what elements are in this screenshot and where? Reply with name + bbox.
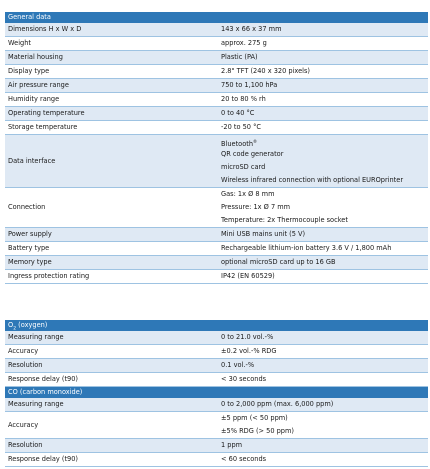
row-label-text: Measuring range [8, 333, 64, 341]
table-row [5, 242, 428, 256]
table-row [5, 256, 428, 270]
table-row [5, 412, 428, 439]
row-value-line: IP42 (EN 60529) [221, 272, 275, 280]
row-value [219, 242, 428, 255]
row-label-text: Memory type [8, 258, 52, 266]
section-header-co: CO (carbon monoxide) [5, 387, 428, 398]
row-value [219, 270, 428, 283]
row-value [219, 121, 428, 134]
row-value-line: Temperature: 2x Thermocouple socket [221, 216, 348, 224]
row-value [219, 412, 428, 438]
row-label [5, 412, 219, 438]
row-value-line: ±0.2 vol.-% RDG [221, 347, 277, 355]
row-label-text: Response delay (t90) [8, 375, 78, 383]
row-value-line: 0 to 40 °C [221, 109, 255, 117]
row-label [5, 373, 219, 386]
row-label-text: Dimensions H x W x D [8, 25, 82, 33]
table-row [5, 331, 428, 345]
row-value-line: Bluetooth® [221, 139, 258, 149]
row-label-text: Data interface [8, 156, 56, 165]
table-row [5, 79, 428, 93]
row-label [5, 256, 219, 269]
table-row [5, 23, 428, 37]
row-value [219, 51, 428, 64]
row-value-line: 20 to 80 % rh [221, 95, 266, 103]
general-rows [5, 23, 428, 284]
table-row [5, 135, 428, 188]
co-rows [5, 398, 428, 467]
row-label-text: Air pressure range [8, 81, 69, 89]
row-label [5, 107, 219, 120]
row-label [5, 79, 219, 92]
row-value-line: Mini USB mains unit (5 V) [221, 230, 306, 238]
row-value-line: 2.8" TFT (240 x 320 pixels) [221, 67, 310, 75]
row-label [5, 270, 219, 283]
row-label [5, 398, 219, 411]
row-value [219, 135, 428, 187]
row-label [5, 228, 219, 241]
table-row [5, 373, 428, 387]
row-label-text: Power supply [8, 230, 52, 238]
row-value [219, 256, 428, 269]
table-row [5, 37, 428, 51]
table-row [5, 270, 428, 284]
row-value [219, 79, 428, 92]
row-value-line: Rechargeable lithium-ion battery 3.6 V / 1,800 mAh [221, 244, 392, 252]
row-value-line: ±5% RDG (> 50 ppm) [221, 427, 294, 435]
o2-rows [5, 331, 428, 387]
row-label-text: Resolution [8, 361, 43, 369]
section-header-o2: $O_2$ (oxygen) [5, 320, 428, 331]
row-value [219, 23, 428, 36]
row-value-line: QR code generator [221, 150, 284, 158]
row-label-text: Display type [8, 67, 50, 75]
row-value-line: Wireless infrared connection with optional EUROprinter [221, 176, 404, 184]
row-value-line: 0.1 vol.-% [221, 361, 255, 369]
row-value-line: optional microSD card up to 16 GB [221, 258, 336, 266]
row-label [5, 345, 219, 358]
row-value [219, 228, 428, 241]
row-value [219, 188, 428, 227]
table-row [5, 121, 428, 135]
row-value [219, 373, 428, 386]
row-label-text: Resolution [8, 441, 43, 449]
row-value [219, 107, 428, 120]
row-value-line: Pressure: 1x Ø 7 mm [221, 203, 291, 211]
table-row [5, 188, 428, 228]
row-label [5, 93, 219, 106]
row-value-line: 750 to 1,100 hPa [221, 81, 278, 89]
row-label-text: Humidity range [8, 95, 60, 103]
row-label [5, 135, 219, 187]
row-label-text: Ingress protection rating [8, 272, 90, 280]
table-row [5, 228, 428, 242]
row-value-line: approx. 275 g [221, 39, 267, 47]
row-value [219, 398, 428, 411]
row-value-line: Plastic (PA) [221, 53, 258, 61]
row-label-text: Response delay (t90) [8, 455, 78, 463]
row-value [219, 453, 428, 466]
row-label [5, 51, 219, 64]
general-data-table [5, 12, 428, 284]
row-label [5, 453, 219, 466]
row-value-line: -20 to 50 °C [221, 123, 261, 131]
row-value-line: < 30 seconds [221, 375, 267, 383]
row-label-text: Storage temperature [8, 123, 78, 131]
table-row [5, 65, 428, 79]
row-label [5, 439, 219, 452]
row-value-line: ±5 ppm (< 50 ppm) [221, 414, 288, 422]
row-label [5, 242, 219, 255]
table-row [5, 51, 428, 65]
row-label [5, 359, 219, 372]
row-value-line: 0 to 2,000 ppm (max. 6,000 ppm) [221, 400, 334, 408]
row-value-line: 0 to 21.0 vol.-% [221, 333, 274, 341]
row-value [219, 331, 428, 344]
row-label-text: Accuracy [8, 347, 39, 355]
table-row [5, 107, 428, 121]
row-value-line: microSD card [221, 163, 266, 171]
row-label-text: Material housing [8, 53, 63, 61]
row-label [5, 188, 219, 227]
row-label [5, 121, 219, 134]
row-label-text: Connection [8, 203, 46, 211]
row-value [219, 65, 428, 78]
table-row [5, 453, 428, 467]
row-label-text: Weight [8, 39, 31, 47]
row-value [219, 93, 428, 106]
row-value-line: 143 x 66 x 37 mm [221, 25, 282, 33]
row-value-line: < 60 seconds [221, 455, 267, 463]
table-row [5, 398, 428, 412]
o2-table [5, 320, 428, 387]
co-table [5, 387, 428, 467]
row-label [5, 23, 219, 36]
row-label [5, 65, 219, 78]
row-value-line: 1 ppm [221, 441, 243, 449]
table-row [5, 359, 428, 373]
row-label [5, 331, 219, 344]
row-value [219, 359, 428, 372]
table-row [5, 345, 428, 359]
row-label-text: Operating temperature [8, 109, 85, 117]
row-label-text: Measuring range [8, 400, 64, 408]
row-value [219, 345, 428, 358]
row-label-text: Battery type [8, 244, 50, 252]
row-value [219, 439, 428, 452]
section-header-general: General data [5, 12, 428, 23]
row-label-text: Accuracy [8, 420, 39, 429]
registered-mark: ® [253, 139, 258, 144]
table-row [5, 93, 428, 107]
row-value [219, 37, 428, 50]
row-label [5, 37, 219, 50]
row-value-line: Gas: 1x Ø 8 mm [221, 190, 275, 198]
table-row [5, 439, 428, 453]
